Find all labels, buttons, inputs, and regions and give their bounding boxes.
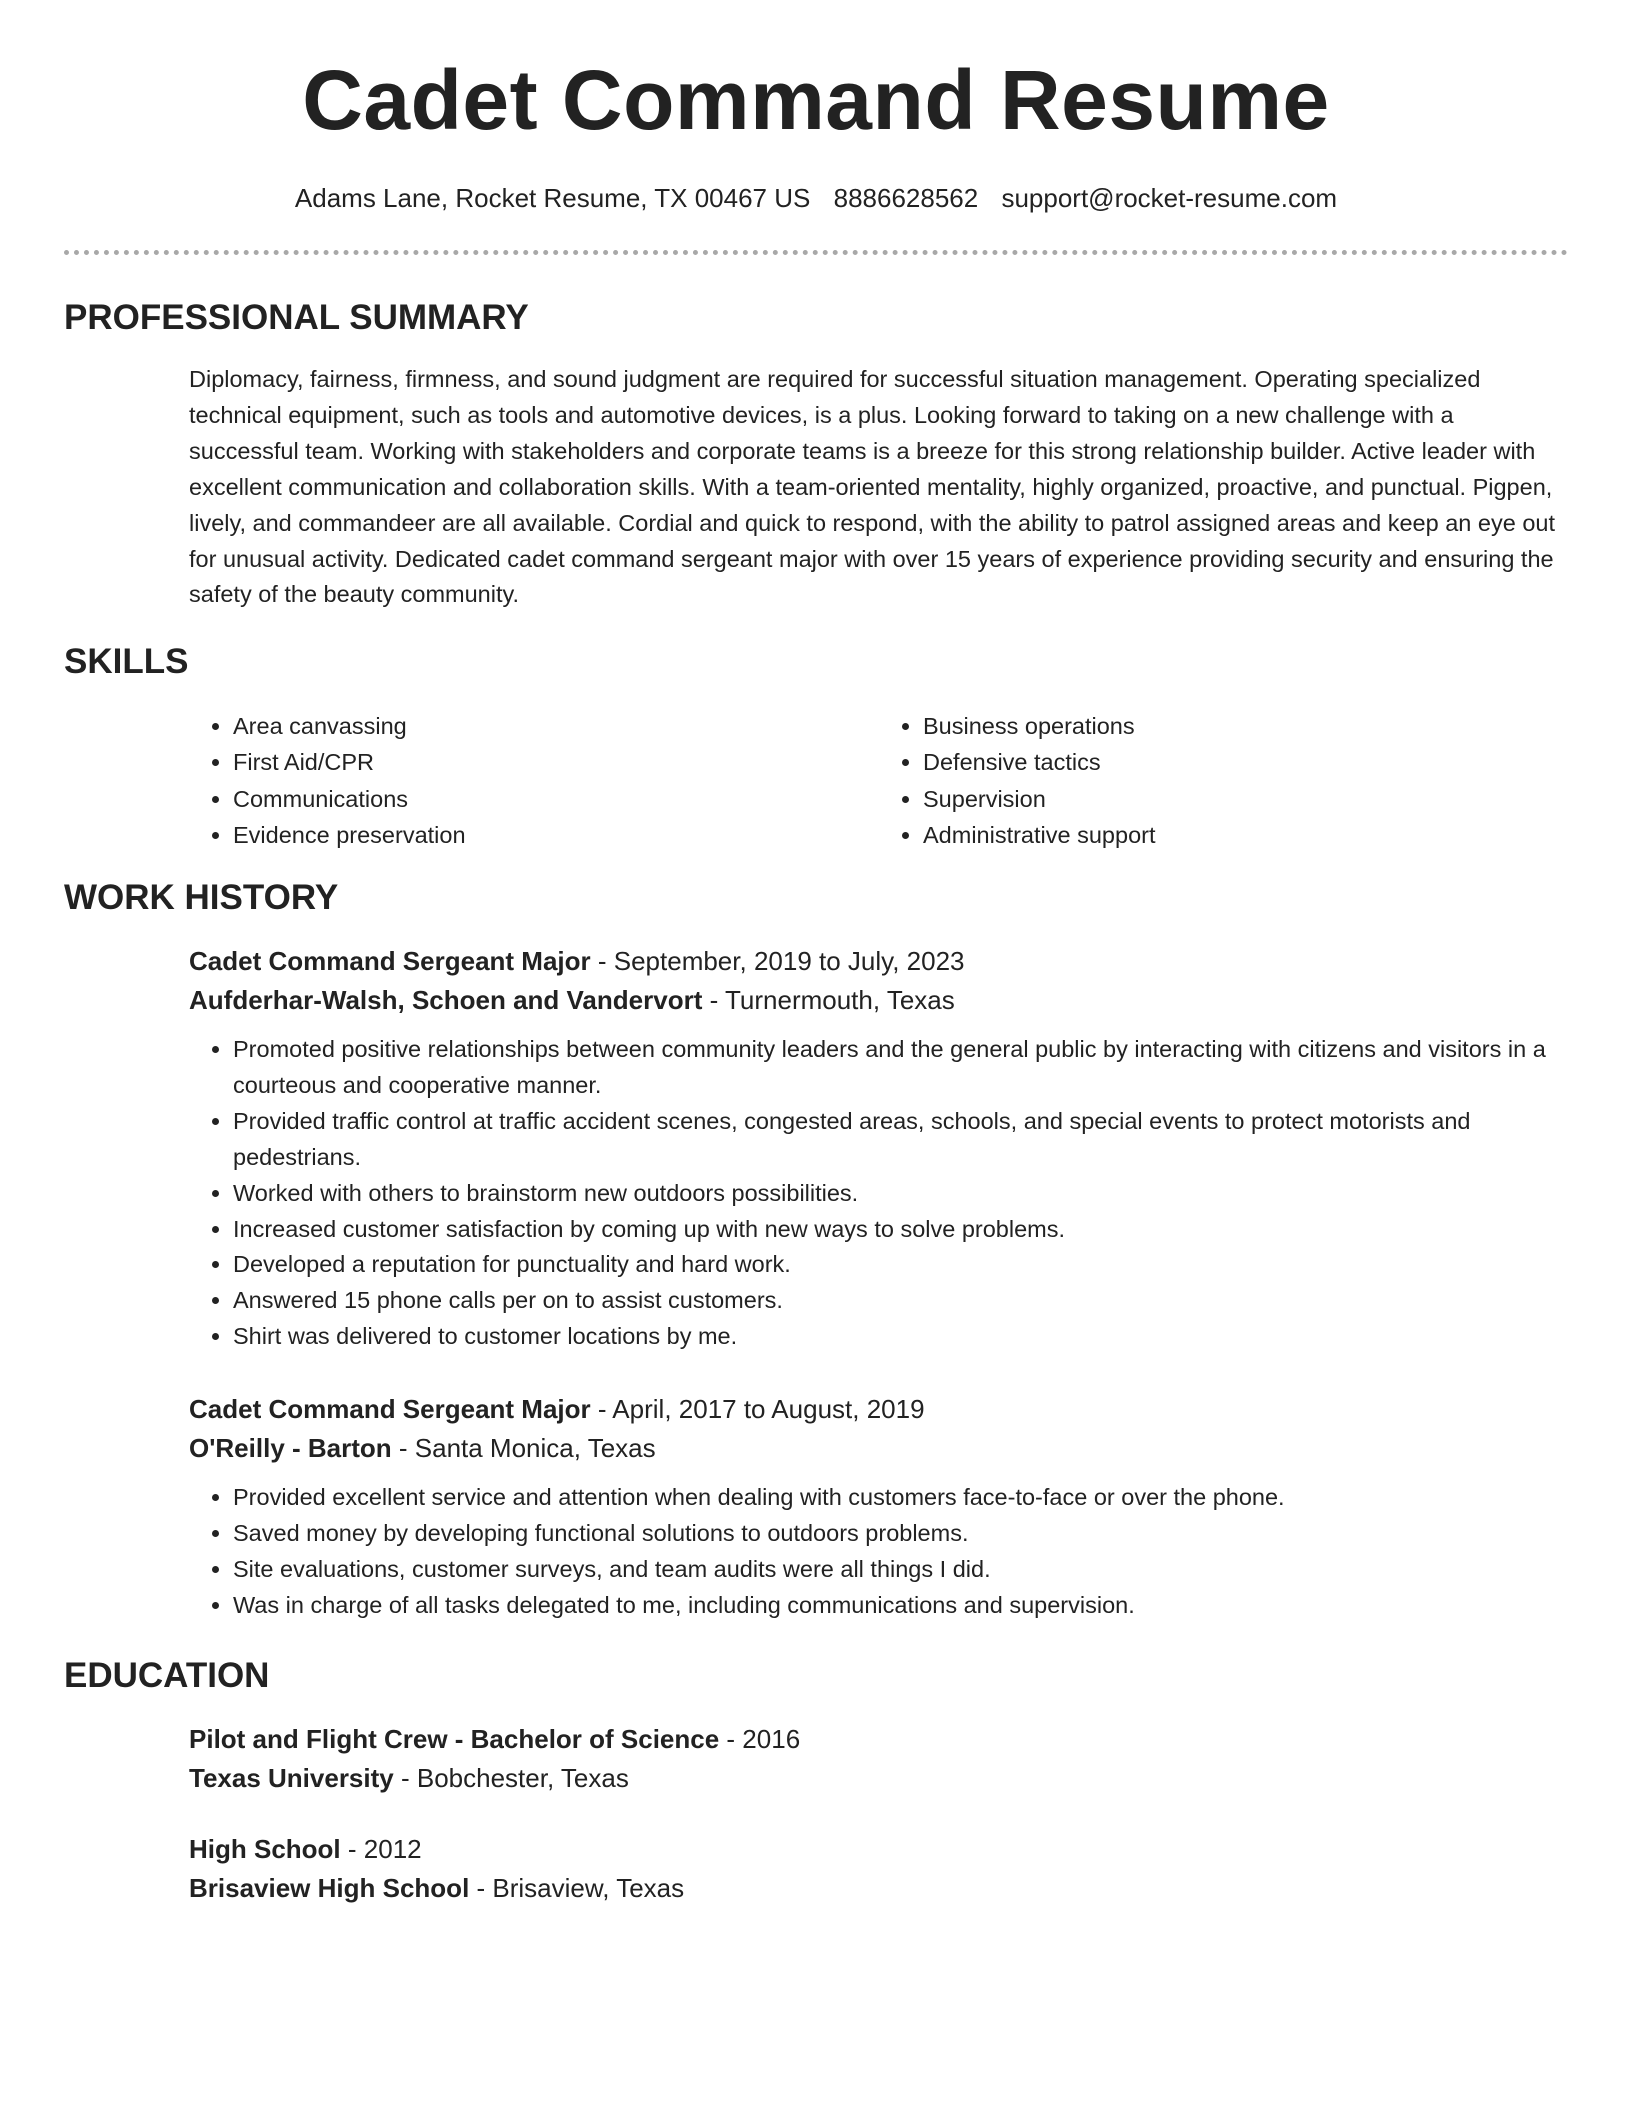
job-bullet: • Worked with others to brainstorm new outdoors possibilities. [233,1176,1569,1212]
skill-item: • Evidence preservation [233,817,879,853]
job-bullet: • Answered 15 phone calls per on to assist customers. [233,1283,1569,1319]
header-divider [64,250,1568,255]
education-degree: Pilot and Flight Crew - Bachelor of Science [189,1724,720,1754]
skill-item: • Supervision [923,781,1569,817]
job-role: Cadet Command Sergeant Major [189,946,591,976]
skill-item: • Administrative support [923,817,1569,853]
education-school-line [189,1759,1569,1798]
job-bullet: • Provided traffic control at traffic accident scenes, congested areas, schools, and special events to protect motorists and pedestrians. [233,1104,1569,1176]
contact-phone: 8886628562 [833,183,979,213]
job-bullet: • Site evaluations, customer surveys, and team audits were all things I did. [233,1552,1569,1588]
contact-line [0,180,1632,216]
job-dates: - April, 2017 to August, 2019 [590,1394,925,1424]
section-title-education: EDUCATION [64,1656,270,1695]
skill-item: • Defensive tactics [923,744,1569,780]
education-location: - Brisaview, Texas [469,1873,685,1903]
job-entry [189,942,1569,1355]
section-title-summary: PROFESSIONAL SUMMARY [64,298,529,337]
job-bullet: • Provided excellent service and attention when dealing with customers face-to-face or over the phone. [233,1480,1569,1516]
job-entry [189,1390,1569,1624]
skill-item: • First Aid/CPR [233,744,879,780]
job-bullet: • Saved money by developing functional solutions to outdoors problems. [233,1516,1569,1552]
skills-list-right [879,708,1569,853]
job-company: Aufderhar-Walsh, Schoen and Vandervort [189,985,703,1015]
education-location: - Bobchester, Texas [393,1763,629,1793]
education-school: Brisaview High School [189,1873,470,1903]
job-bullets [189,1032,1569,1355]
job-bullets [189,1480,1569,1624]
skill-item: • Business operations [923,708,1569,744]
summary-text: Diplomacy, fairness, firmness, and sound judgment are required for successful situation management. Operating specialized technical equipment, such as tools and automotive devices, is a plus. Looking forward to taking on a new challenge with a successful team. Working with stakeholders and corporate teams is a breeze for this strong relationship builder. Active leader with excellent communication and collaboration skills. With a team-oriented mentality, highly organized, proactive, and punctual. Pigpen, lively, and commandeer are all available. Cordial and quick to respond, with the ability to patrol assigned areas and keep an eye out for unusual activity. Dedicated cadet command sergeant major with over 15 years of experience providing security and ensuring the safety of the beauty community. [189,366,1555,608]
skills-section [189,708,1569,853]
education-degree-line [189,1720,1569,1759]
summary-section [189,362,1569,613]
job-role: Cadet Command Sergeant Major [189,1394,591,1424]
job-location: - Turnermouth, Texas [702,985,955,1015]
education-year: - 2012 [340,1834,422,1864]
education-degree-line [189,1830,1569,1869]
job-company-line [189,981,1569,1020]
education-entry [189,1720,1569,1798]
skill-item: • Area canvassing [233,708,879,744]
contact-address: Adams Lane, Rocket Resume, TX 00467 US [294,183,811,213]
resume-title: Cadet Command Resume [302,53,1330,147]
job-dates: - September, 2019 to July, 2023 [590,946,965,976]
job-bullet: • Promoted positive relationships between community leaders and the general public by interacting with citizens and visitors in a courteous and cooperative manner. [233,1032,1569,1104]
education-year: - 2016 [719,1724,801,1754]
education-school-line [189,1869,1569,1908]
job-bullet: • Shirt was delivered to customer locations by me. [233,1319,1569,1355]
job-bullet: • Was in charge of all tasks delegated to me, including communications and supervision. [233,1588,1569,1624]
contact-email: support@rocket-resume.com [1001,183,1338,213]
job-company-line [189,1429,1569,1468]
job-location: - Santa Monica, Texas [391,1433,656,1463]
education-entry [189,1830,1569,1908]
skills-list-left [189,708,879,853]
job-title-line [189,942,1569,981]
job-bullet: • Developed a reputation for punctuality and hard work. [233,1247,1569,1283]
education-degree: High School [189,1834,341,1864]
skill-item: • Communications [233,781,879,817]
job-company: O'Reilly - Barton [189,1433,392,1463]
section-title-skills: SKILLS [64,642,189,681]
section-title-work: WORK HISTORY [64,878,339,917]
job-bullet: • Increased customer satisfaction by coming up with new ways to solve problems. [233,1212,1569,1248]
job-title-line [189,1390,1569,1429]
education-school: Texas University [189,1763,394,1793]
